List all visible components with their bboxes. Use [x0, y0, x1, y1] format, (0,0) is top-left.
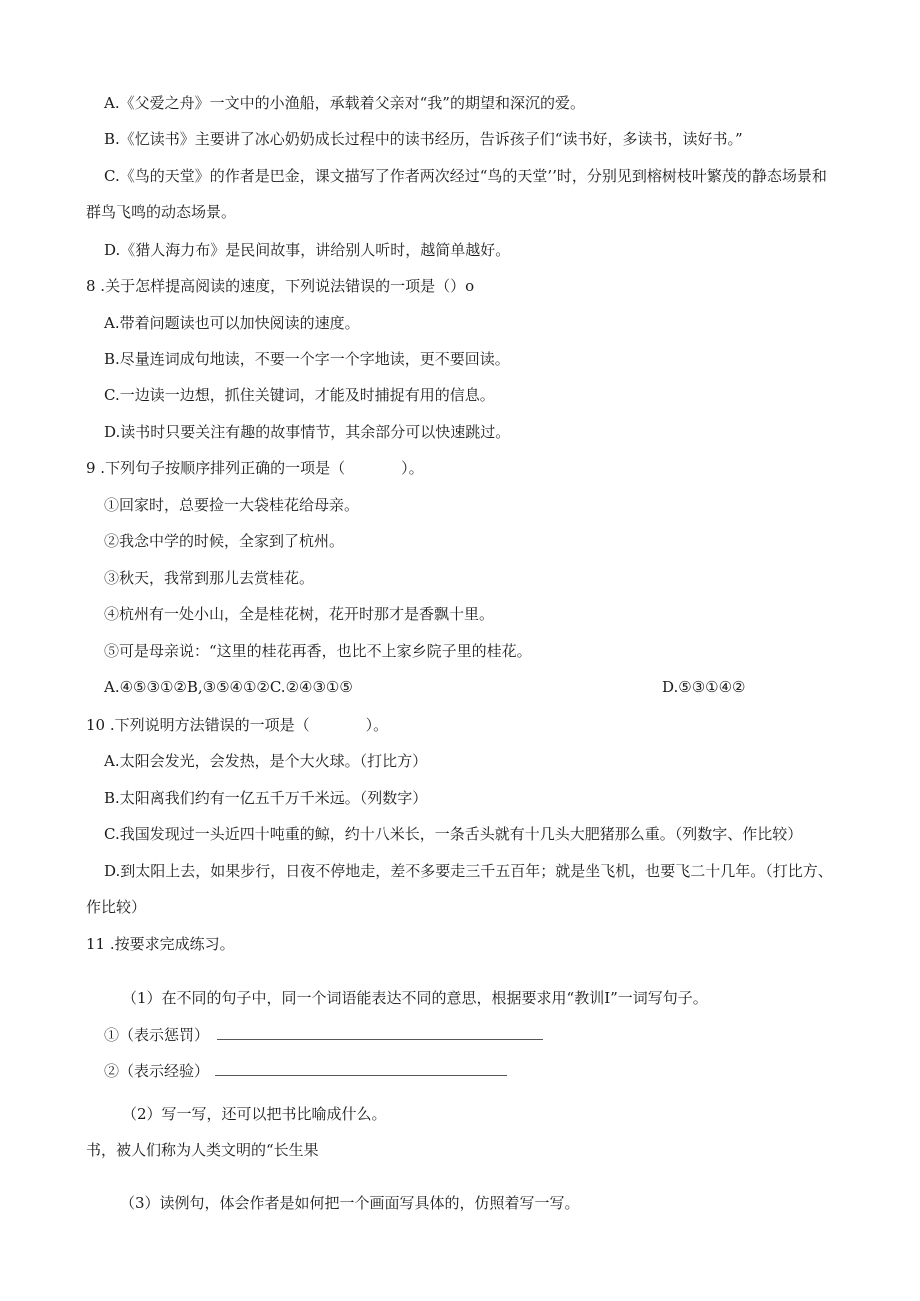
q11-part1-prompt: （1）在不同的句子中，同一个词语能表达不同的意思，根据要求用“教训I”一词写句子。 — [122, 989, 708, 1007]
answer-line-experience[interactable] — [215, 1061, 507, 1076]
q8-option-a: A.带着问题读也可以加快阅读的速度。 — [104, 314, 360, 332]
q10-option-d-line2: 作比较） — [86, 898, 147, 916]
q10-option-b: B.太阳离我们约有一亿五千万千米远。（列数字） — [104, 789, 428, 807]
q8-option-b: B.尽量连词成句地读，不要一个字一个字地读，更不要回读。 — [104, 350, 510, 368]
q10-option-a: A.太阳会发光，会发热，是个大火球。（打比方） — [104, 752, 428, 770]
q11-part1-item-b-label: ②（表示经验） — [104, 1062, 210, 1080]
q9-stem-text: 9 .下列句子按顺序排列正确的一项是（ — [86, 459, 346, 477]
q9-sentence-4: ④杭州有一处小山，全是桂花树，花开时那才是香飘十里。 — [104, 605, 495, 623]
q9-sentence-5: ⑤可是母亲说：“这里的桂花再香，也比不上家乡院子里的桂花。 — [104, 642, 532, 660]
answer-line-punish[interactable] — [217, 1025, 543, 1040]
q8-stem: 8 .关于怎样提高阅读的速度，下列说法错误的一项是（）o — [86, 277, 475, 295]
q10-option-c: C.我国发现过一头近四十吨重的鲸，约十八米长，一条舌头就有十几头大肥猪那么重。（列数字、作比较） — [104, 825, 803, 843]
q8-option-d: D.读书时只要关注有趣的故事情节，其余部分可以快速跳过。 — [104, 423, 511, 441]
q9-option-d: D.⑤③①④② — [662, 678, 746, 696]
q10-stem-end: ）。 — [365, 716, 389, 734]
q11-part1-item-b — [104, 1061, 507, 1081]
q11-part3-prompt: （3）读例句，体会作者是如何把一个画面写具体的，仿照着写一写。 — [120, 1194, 580, 1212]
q11-part1-item-a-label: ①（表示惩罚） — [104, 1026, 210, 1044]
q11-part1-item-a — [104, 1025, 543, 1045]
q7-option-d: D.《猎人海力布》是民间故事，讲给别人听时，越简单越好。 — [104, 241, 511, 259]
q10-stem-text: 10 .下列说明方法错误的一项是（ — [86, 716, 310, 734]
q10-stem — [86, 715, 388, 735]
q7-option-c-line1: C.《鸟的天堂》的作者是巴金，课文描写了作者两次经过“鸟的天堂’’时，分别见到榕树枝叶繁茂的静态场景和 — [104, 167, 827, 185]
q7-option-a: A.《父爱之舟》一文中的小渔船，承载着父亲对“我”的期望和深沉的爱。 — [104, 94, 585, 112]
q9-stem — [86, 458, 424, 478]
q7-option-b: B.《忆读书》主要讲了冰心奶奶成长过程中的读书经历，告诉孩子们“读书好，多读书，读好书。” — [104, 130, 743, 148]
q11-stem: 11 .按要求完成练习。 — [86, 935, 235, 953]
q8-option-c: C.一边读一边想，抓住关键词，才能及时捕捉有用的信息。 — [104, 386, 495, 404]
q9-stem-end: ）。 — [401, 459, 424, 477]
q11-part2-example: 书，被人们称为人类文明的“长生果 — [86, 1141, 319, 1159]
q11-part2-prompt: （2）写一写，还可以把书比喻成什么。 — [122, 1105, 387, 1123]
q7-option-c-line2: 群鸟飞鸣的动态场景。 — [86, 203, 237, 221]
q9-sentence-2: ②我念中学的时候，全家到了杭州。 — [104, 532, 345, 550]
q9-options-abc: A.④⑤③①②B,③⑤④①②C.②④③①⑤ — [104, 678, 353, 696]
q9-sentence-1: ①回家时，总要捡一大袋桂花给母亲。 — [104, 496, 360, 514]
q10-option-d-line1: D.到太阳上去，如果步行，日夜不停地走，差不多要走三千五百年；就是坐飞机，也要飞二十几年。（打比方、 — [104, 862, 833, 880]
q9-sentence-3: ③秋天，我常到那儿去赏桂花。 — [104, 569, 315, 587]
